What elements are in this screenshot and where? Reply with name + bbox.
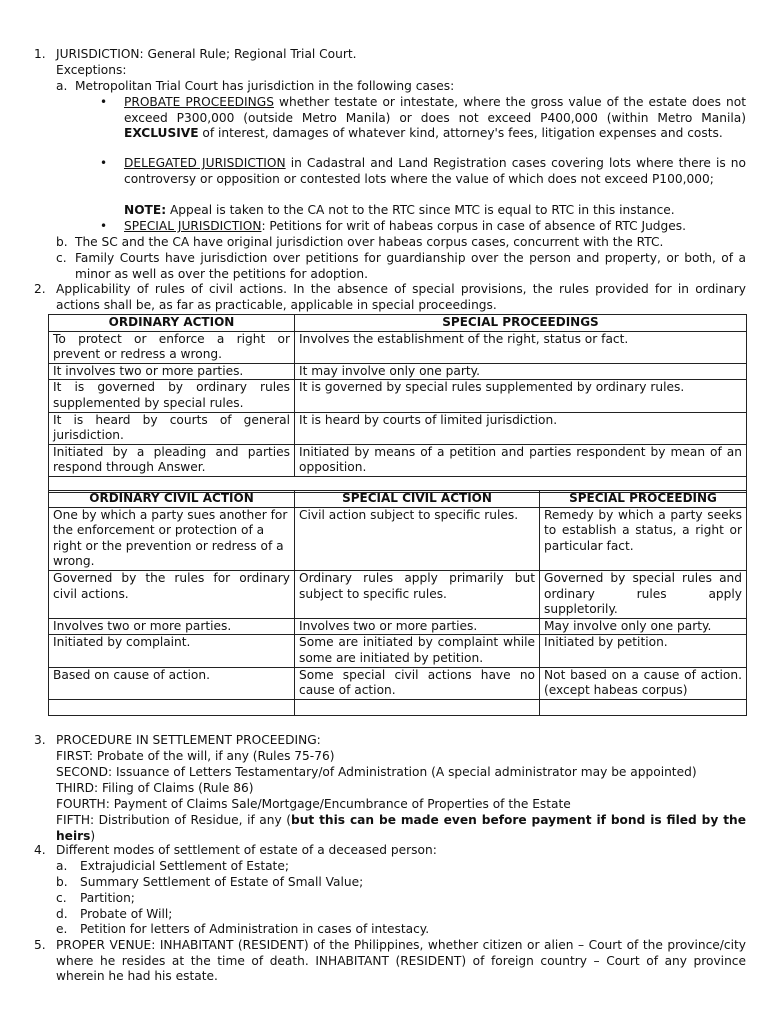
note-label: NOTE: (124, 203, 167, 217)
item-1c-marker: c. (56, 251, 67, 265)
table-row (49, 699, 747, 715)
table-cell: One by which a party sues another for the enforcement or protection of a right or the prevention or redress of a wrong. (49, 507, 295, 570)
note-text: Appeal is taken to the CA not to the RTC since MTC is equal to RTC in this instance. (166, 203, 675, 217)
probate-proceedings-paragraph (124, 95, 746, 142)
step-fifth-bold: but this can be made even before payment if bond is filed by the heirs (56, 813, 746, 843)
bullet-1: • (100, 95, 108, 109)
table-cell: Initiated by petition. (540, 635, 747, 667)
item-4-title: Different modes of settlement of estate of a deceased person: (56, 843, 437, 857)
step-fifth-end: ) (90, 828, 96, 843)
table-cell: It is heard by courts of limited jurisdiction. (295, 412, 747, 444)
bullet-3: • (100, 219, 108, 233)
table-cell: It is governed by special rules supplemented by ordinary rules. (295, 380, 747, 412)
table-cell-empty (49, 699, 295, 715)
table2-header: SPECIAL PROCEEDING (540, 491, 747, 508)
item-4a-text: Extrajudicial Settlement of Estate; (80, 859, 289, 873)
step-second: SECOND: Issuance of Letters Testamentary/of Administration (A special administrator may be appointed) (56, 765, 697, 779)
table-row (49, 507, 747, 570)
item-4e-marker: e. (56, 922, 68, 936)
item-4a-marker: a. (56, 859, 68, 873)
table-cell: Initiated by complaint. (49, 635, 295, 667)
item-1b-marker: b. (56, 235, 68, 249)
table-row (49, 667, 747, 699)
item-1-number: 1. (34, 47, 46, 61)
table1-header: SPECIAL PROCEEDINGS (295, 315, 747, 332)
item-1-exceptions: Exceptions: (56, 63, 127, 77)
table-cell: Some are initiated by complaint while some are initiated by petition. (295, 635, 540, 667)
table-cell: Involves two or more parties. (295, 618, 540, 635)
table-row (49, 570, 747, 618)
item-1c-text: Family Courts have jurisdiction over petitions for guardianship over the person and property, or both, of a minor as well as over the petitions for adoption. (75, 251, 746, 281)
table-cell-empty (295, 699, 540, 715)
item-3-title: PROCEDURE IN SETTLEMENT PROCEEDING: (56, 733, 321, 747)
table-cell: May involve only one party. (540, 618, 747, 635)
item-1-title: JURISDICTION: General Rule; Regional Trial Court. (56, 47, 357, 61)
table-cell: It involves two or more parties. (49, 363, 295, 380)
table-row (49, 363, 747, 380)
table2-header: ORDINARY CIVIL ACTION (49, 491, 295, 508)
table1-header: ORDINARY ACTION (49, 315, 295, 332)
item-4d-marker: d. (56, 907, 68, 921)
item-1a-marker: a. (56, 79, 68, 93)
item-4-number: 4. (34, 843, 46, 857)
step-fifth (56, 813, 746, 844)
delegated-jurisdiction-heading: DELEGATED JURISDICTION (124, 156, 286, 170)
delegated-jurisdiction-paragraph (124, 156, 746, 187)
step-third: THIRD: Filing of Claims (Rule 86) (56, 781, 254, 795)
probate-proceedings-heading: PROBATE PROCEEDINGS (124, 95, 274, 109)
table-row (49, 412, 747, 444)
table-cell: It is governed by ordinary rules supplemented by special rules. (49, 380, 295, 412)
note-paragraph (124, 203, 746, 219)
table-cell-empty (540, 699, 747, 715)
table-cell: Involves the establishment of the right, status or fact. (295, 331, 747, 363)
item-2-number: 2. (34, 282, 46, 296)
table-cell: Based on cause of action. (49, 667, 295, 699)
exclusive-label: EXCLUSIVE (124, 126, 199, 141)
probate-proceedings-text: whether testate or intestate, where the gross value of the estate does not exceed P300,000 (outside Metro Manila) or does not exceed P400,000 (within Metro Manila) (124, 95, 746, 125)
step-first: FIRST: Probate of the will, if any (Rules 75-76) (56, 749, 335, 763)
table-row (49, 618, 747, 635)
table-cell: It may involve only one party. (295, 363, 747, 380)
special-jurisdiction-heading: SPECIAL JURISDICTION (124, 219, 262, 233)
item-4e-text: Petition for letters of Administration in cases of intestacy. (80, 922, 430, 936)
item-1b-text: The SC and the CA have original jurisdiction over habeas corpus cases, concurrent with the RTC. (75, 235, 664, 249)
table-cell: Civil action subject to specific rules. (295, 507, 540, 570)
table-row (49, 380, 747, 412)
table-cell: Remedy by which a party seeks to establish a status, a right or particular fact. (540, 507, 747, 570)
table-cell: Initiated by means of a petition and parties respondent by mean of an opposition. (295, 444, 747, 476)
civil-action-comparison-table (48, 490, 747, 716)
table-row (49, 635, 747, 667)
item-4c-text: Partition; (80, 891, 135, 905)
item-4d-text: Probate of Will; (80, 907, 173, 921)
special-jurisdiction-text: : Petitions for writ of habeas corpus in case of absence of RTC Judges. (261, 219, 686, 233)
table-row (49, 331, 747, 363)
item-2-text: Applicability of rules of civil actions. In the absence of special provisions, the rules provided for in ordinary actions shall be, as far as practicable, applicable in special proceedings. (56, 282, 746, 312)
item-4c-marker: c. (56, 891, 67, 905)
table-cell: Governed by special rules and ordinary rules apply suppletorily. (540, 570, 747, 618)
table-row (49, 444, 747, 476)
table2-header: SPECIAL CIVIL ACTION (295, 491, 540, 508)
table-cell: To protect or enforce a right or prevent or redress a wrong. (49, 331, 295, 363)
item-1a-text: Metropolitan Trial Court has jurisdiction in the following cases: (75, 79, 455, 93)
item-5-text: PROPER VENUE: INHABITANT (RESIDENT) of the Philippines, whether citizen or alien – Court of the province/city where he resides at the time of death. INHABITANT (RESIDENT) of foreign country – Court of any province wherein he had his estate. (56, 938, 746, 984)
item-4b-marker: b. (56, 875, 68, 889)
table-cell: Governed by the rules for ordinary civil actions. (49, 570, 295, 618)
table-cell: Some special civil actions have no cause of action. (295, 667, 540, 699)
table-cell: Initiated by a pleading and parties respond through Answer. (49, 444, 295, 476)
ordinary-vs-special-table (48, 314, 747, 493)
table-cell: Ordinary rules apply primarily but subject to specific rules. (295, 570, 540, 618)
item-3-number: 3. (34, 733, 46, 747)
item-4b-text: Summary Settlement of Estate of Small Value; (80, 875, 364, 889)
probate-proceedings-tail: of interest, damages of whatever kind, attorney's fees, litigation expenses and costs. (198, 126, 723, 141)
item-5-number: 5. (34, 938, 46, 952)
table-cell: Involves two or more parties. (49, 618, 295, 635)
delegated-jurisdiction-text: in Cadastral and Land Registration cases covering lots where there is no controversy or opposition or contested lots where the value of which does not exceed P100,000; (124, 156, 746, 186)
bullet-2: • (100, 156, 108, 170)
table-cell: Not based on a cause of action. (except habeas corpus) (540, 667, 747, 699)
table-cell: It is heard by courts of general jurisdiction. (49, 412, 295, 444)
special-jurisdiction-paragraph (124, 219, 746, 235)
step-fourth: FOURTH: Payment of Claims Sale/Mortgage/Encumbrance of Properties of the Estate (56, 797, 571, 811)
step-fifth-text: FIFTH: Distribution of Residue, if any ( (56, 813, 291, 827)
